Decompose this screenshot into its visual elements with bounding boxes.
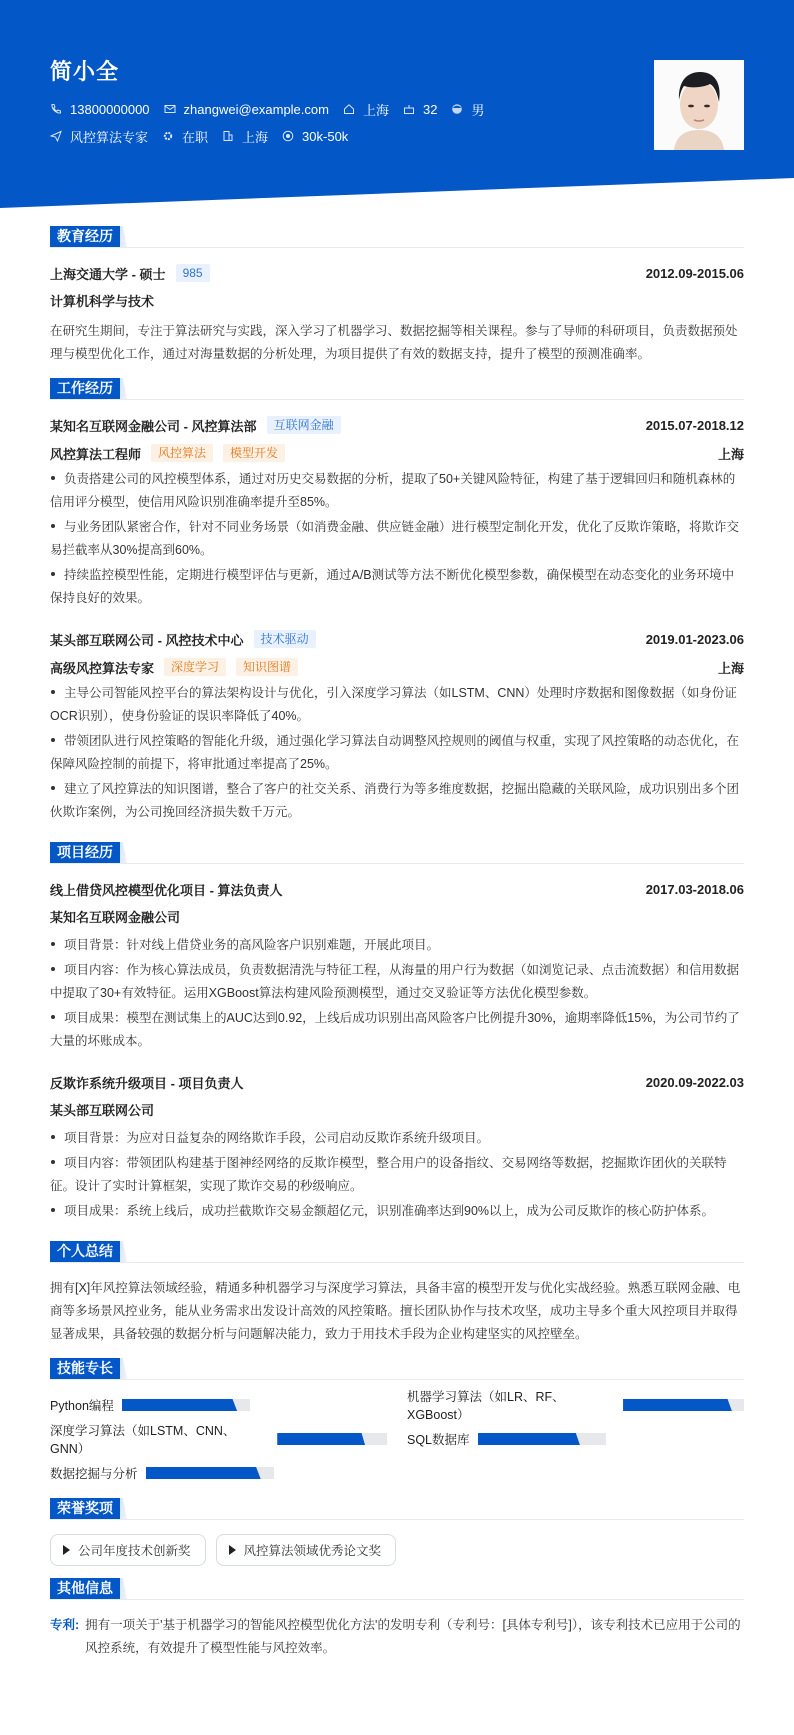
bullet-item: 主导公司智能风控平台的算法架构设计与优化，引入深度学习算法（如LSTM、CNN）处理时序数据和图像数据（如身份证OCR识别），使身份验证的误识率降低了40%。 bbox=[50, 686, 737, 723]
job-role: 高级风控算法专家 bbox=[50, 660, 155, 676]
school-tag: 985 bbox=[176, 264, 210, 282]
award-item: 公司年度技术创新奖 bbox=[50, 1534, 206, 1566]
status-item bbox=[162, 127, 208, 146]
salary-item bbox=[282, 129, 348, 144]
work-city-text: 上海 bbox=[242, 129, 269, 145]
work-city-item bbox=[222, 127, 268, 146]
portrait-image bbox=[654, 60, 744, 150]
skill-item bbox=[50, 1462, 387, 1484]
other-title: 其他信息 bbox=[50, 1578, 120, 1599]
email-item bbox=[164, 102, 329, 117]
company-tag: 技术驱动 bbox=[254, 630, 316, 648]
other-section-header bbox=[50, 1578, 744, 1600]
bullet-item: 项目成果：系统上线后，成功拦截欺诈交易金额超亿元，识别准确率达到90%以上，成为公司反欺诈的核心防护体系。 bbox=[50, 1200, 744, 1223]
education-section bbox=[50, 226, 744, 366]
skill-name: Python编程 bbox=[50, 1399, 114, 1413]
awards-section bbox=[50, 1498, 744, 1566]
education-description: 在研究生期间，专注于算法研究与实践，深入学习了机器学习、数据挖掘等相关课程。参与了导师的科研项目，负责数据预处理与模型优化工作，通过对海量数据的分析处理，为项目提供了有效的数据支持，提升了模型的预测准确率。 bbox=[50, 324, 738, 361]
bullet-item: 持续监控模型性能，定期进行模型评估与更新，通过A/B测试等方法不断优化模型参数，确保模型在动态变化的业务环境中保持良好的效果。 bbox=[50, 568, 735, 605]
skills-title: 技能专长 bbox=[50, 1358, 120, 1379]
work-section-header bbox=[50, 378, 744, 400]
work-entry bbox=[50, 414, 744, 610]
project-company: 某头部互联网公司 bbox=[50, 1103, 155, 1118]
work-date: 2015.07-2018.12 bbox=[645, 417, 744, 433]
work-location: 上海 bbox=[717, 446, 744, 462]
bullet-item: 项目背景：针对线上借贷业务的高风险客户识别难题，开展此项目。 bbox=[50, 934, 744, 957]
gender-text: 男 bbox=[471, 102, 485, 118]
age-icon bbox=[403, 103, 415, 115]
candidate-name: 简小全 bbox=[50, 59, 120, 84]
skill-item bbox=[407, 1428, 744, 1450]
projects-section bbox=[50, 842, 744, 1223]
work-bullets bbox=[50, 682, 744, 824]
education-title: 教育经历 bbox=[50, 226, 120, 247]
project-name: 反欺诈系统升级项目 - 项目负责人 bbox=[50, 1075, 244, 1091]
email-text: zhangwei@example.com bbox=[183, 101, 329, 117]
role-tag: 风控算法 bbox=[151, 444, 213, 462]
residence-text: 上海 bbox=[362, 102, 389, 118]
phone-item bbox=[50, 102, 150, 117]
job-intent-row bbox=[50, 128, 744, 144]
resume-header bbox=[0, 0, 794, 210]
work-location: 上海 bbox=[717, 660, 744, 676]
other-text: 拥有一项关于'基于机器学习的智能风控模型优化方法'的发明专利（专利号：[具体专利号]），该专利技术已应用于公司的风控系统，有效提升了模型性能与风控效率。 bbox=[85, 1618, 741, 1655]
role-tag: 深度学习 bbox=[164, 658, 226, 676]
award-item: 风控算法领域优秀论文奖 bbox=[216, 1534, 397, 1566]
project-company: 某知名互联网金融公司 bbox=[50, 910, 181, 925]
status-text: 在职 bbox=[182, 129, 209, 145]
skill-bar bbox=[277, 1433, 387, 1445]
bullet-item: 与业务团队紧密合作，针对不同业务场景（如消费金融、供应链金融）进行模型定制化开发，优化了反欺诈策略，将欺诈交易拦截率从30%提高到60%。 bbox=[50, 520, 740, 557]
skill-name: 数据挖掘与分析 bbox=[50, 1467, 138, 1481]
skill-name: 机器学习算法（如LR、RF、XGBoost） bbox=[407, 1390, 565, 1422]
home-icon bbox=[343, 103, 355, 115]
awards-list bbox=[50, 1534, 744, 1566]
project-bullets bbox=[50, 1127, 744, 1223]
other-item bbox=[50, 1614, 744, 1660]
skill-item bbox=[50, 1394, 387, 1416]
skill-bar bbox=[122, 1399, 250, 1411]
school-name: 上海交通大学 - 硕士 bbox=[50, 266, 166, 282]
awards-section-header bbox=[50, 1498, 744, 1520]
city-icon bbox=[222, 130, 234, 142]
other-section bbox=[50, 1578, 744, 1660]
summary-text: 拥有[X]年风控算法领域经验，精通多种机器学习与深度学习算法，具备丰富的模型开发与优化实战经验。熟悉互联网金融、电商等多场景风控业务，能从业务需求出发设计高效的风控策略。擅长团队协作与技术攻坚，成功主导多个重大风控项目并取得显著成果，具备较强的数据分析与问题解决能力，致力于用技术手段为企业构建坚实的风控壁垒。 bbox=[50, 1281, 741, 1341]
work-section bbox=[50, 378, 744, 824]
projects-title: 项目经历 bbox=[50, 842, 120, 863]
work-entry bbox=[50, 628, 744, 824]
age-item bbox=[403, 102, 437, 117]
skills-grid bbox=[50, 1390, 744, 1484]
bullet-item: 项目背景：为应对日益复杂的网络欺诈手段，公司启动反欺诈系统升级项目。 bbox=[50, 1127, 744, 1150]
bullet-item: 项目内容：带领团队构建基于图神经网络的反欺诈模型，整合用户的设备指纹、交易网络等数据，挖掘欺诈团伙的关联特征。设计了实时计算框架，实现了欺诈交易的秒级响应。 bbox=[50, 1156, 727, 1193]
education-section-header bbox=[50, 226, 744, 248]
projects-section-header bbox=[50, 842, 744, 864]
role-tag: 模型开发 bbox=[223, 444, 285, 462]
project-date: 2017.03-2018.06 bbox=[645, 881, 744, 897]
skills-section bbox=[50, 1358, 744, 1484]
age-text: 32 bbox=[422, 101, 438, 117]
skill-item bbox=[50, 1424, 387, 1456]
salary-text: 30k-50k bbox=[302, 128, 349, 144]
other-label: 专利: bbox=[50, 1618, 80, 1632]
triangle-bullet-icon bbox=[229, 1545, 236, 1555]
skill-bar bbox=[478, 1433, 606, 1445]
bullet-item: 项目成果：模型在测试集上的AUC达到0.92，上线后成功识别出高风险客户比例提升30%，逾期率降低15%，为公司节约了大量的坏账成本。 bbox=[50, 1011, 740, 1048]
skill-name: SQL数据库 bbox=[407, 1433, 470, 1447]
work-bullets bbox=[50, 468, 744, 610]
awards-title: 荣誉奖项 bbox=[50, 1498, 120, 1519]
gender-item bbox=[451, 100, 484, 119]
role-tag: 知识图谱 bbox=[236, 658, 298, 676]
company-name: 某知名互联网金融公司 - 风控算法部 bbox=[50, 418, 257, 434]
position-text: 风控算法专家 bbox=[70, 129, 149, 145]
skills-section-header bbox=[50, 1358, 744, 1380]
company-tag: 互联网金融 bbox=[267, 416, 341, 434]
work-date: 2019.01-2023.06 bbox=[645, 631, 744, 647]
education-date: 2012.09-2015.06 bbox=[645, 265, 744, 281]
phone-text: 13800000000 bbox=[70, 101, 150, 117]
major: 计算机科学与技术 bbox=[50, 294, 155, 309]
bullet-item: 负责搭建公司的风控模型体系，通过对历史交易数据的分析，提取了50+关键风险特征，构建了基于逻辑回归和随机森林的信用评分模型，使信用风险识别准确率提升至85%。 bbox=[50, 472, 736, 509]
job-role: 风控算法工程师 bbox=[50, 446, 142, 462]
summary-title: 个人总结 bbox=[50, 1241, 120, 1262]
project-entry bbox=[50, 1071, 744, 1223]
contact-row bbox=[50, 101, 744, 117]
avatar-photo bbox=[654, 60, 744, 150]
work-title: 工作经历 bbox=[50, 378, 120, 399]
skill-bar bbox=[623, 1399, 744, 1411]
bullet-item: 项目内容：作为核心算法成员，负责数据清洗与特征工程，从海量的用户行为数据（如浏览记录、点击流数据）和信用数据中提取了30+有效特征。运用XGBoost算法构建风险预测模型，通过交叉验证等方法优化模型参数。 bbox=[50, 963, 740, 1000]
bullet-item: 建立了风控算法的知识图谱，整合了客户的社交关系、消费行为等多维度数据，挖掘出隐藏的关联风险，成功识别出多个团伙欺诈案例，为公司挽回经济损失数千万元。 bbox=[50, 782, 740, 819]
project-date: 2020.09-2022.03 bbox=[645, 1074, 744, 1090]
phone-icon bbox=[50, 103, 62, 115]
project-name: 线上借贷风控模型优化项目 - 算法负责人 bbox=[50, 882, 283, 898]
project-entry bbox=[50, 878, 744, 1053]
skill-bar bbox=[146, 1467, 274, 1479]
bullet-item: 带领团队进行风控策略的智能化升级，通过强化学习算法自动调整风控规则的阈值与权重，实现了风控策略的动态优化，在保障风险控制的前提下，将审批通过率提高了25%。 bbox=[50, 734, 740, 771]
project-bullets bbox=[50, 934, 744, 1053]
status-icon bbox=[162, 130, 174, 142]
gender-icon bbox=[451, 103, 463, 115]
skill-name: 深度学习算法（如LSTM、CNN、GNN） bbox=[50, 1424, 236, 1456]
salary-icon bbox=[282, 130, 294, 142]
summary-section-header bbox=[50, 1241, 744, 1263]
skill-item bbox=[407, 1390, 744, 1422]
send-icon bbox=[50, 130, 62, 142]
triangle-bullet-icon bbox=[63, 1545, 70, 1555]
education-entry bbox=[50, 262, 744, 366]
summary-section bbox=[50, 1241, 744, 1346]
residence-item bbox=[343, 100, 389, 119]
mail-icon bbox=[164, 103, 176, 115]
company-name: 某头部互联网公司 - 风控技术中心 bbox=[50, 632, 244, 648]
position-item bbox=[50, 127, 148, 146]
